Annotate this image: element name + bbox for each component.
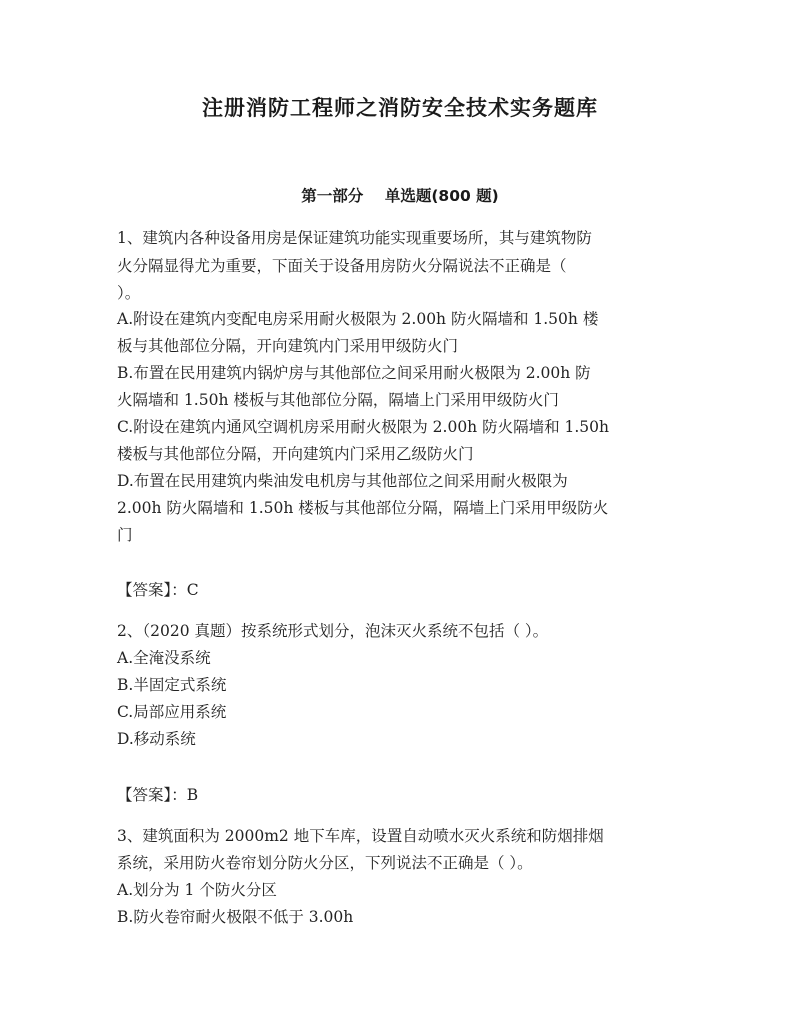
question-2-answer: 【答案】：B	[117, 786, 199, 804]
question-2-option-line-2: B.半固定式系统	[117, 676, 227, 694]
question-1-option-line-5: C.附设在建筑内通风空调机房采用耐火极限为 2.00h 防火隔墙和 1.50h	[117, 418, 610, 436]
section-title: 第一部分 单选题(800 题)	[301, 187, 499, 205]
question-1-option-line-4: 火隔墙和 1.50h 楼板与其他部位分隔，隔墙上门采用甲级防火门	[117, 391, 559, 409]
question-3-option-line-1: A.划分为 1 个防火分区	[117, 881, 277, 899]
question-1-option-line-9: 门	[117, 526, 133, 544]
question-1-stem-line-2: 火分隔显得尤为重要，下面关于设备用房防火分隔说法不正确是（	[117, 257, 567, 275]
question-2-option-line-1: A.全淹没系统	[117, 649, 211, 667]
question-2-option-line-3: C.局部应用系统	[117, 703, 227, 721]
question-1-option-line-1: A.附设在建筑内变配电房采用耐火极限为 2.00h 防火隔墙和 1.50h 楼	[117, 310, 599, 328]
question-1-option-line-2: 板与其他部位分隔，开向建筑内门采用甲级防火门	[117, 337, 459, 355]
question-1-option-line-3: B.布置在民用建筑内锅炉房与其他部位之间采用耐火极限为 2.00h 防	[117, 364, 591, 382]
question-2-stem-line-1: 2、（2020 真题）按系统形式划分，泡沫灭火系统不包括（ ）。	[117, 622, 549, 640]
question-3-stem-line-1: 3、建筑面积为 2000m2 地下车库，设置自动喷水灭火系统和防烟排烟	[117, 827, 604, 845]
question-1-option-line-8: 2.00h 防火隔墙和 1.50h 楼板与其他部位分隔，隔墙上门采用甲级防火	[117, 499, 609, 517]
document-title: 注册消防工程师之消防安全技术实务题库	[202, 96, 598, 120]
question-3-option-line-2: B.防火卷帘耐火极限不低于 3.00h	[117, 908, 354, 926]
question-3-stem-line-2: 系统，采用防火卷帘划分防火分区，下列说法不正确是（ ）。	[117, 854, 533, 872]
question-1-stem-line-3: ）。	[117, 284, 141, 302]
question-1-stem-line-1: 1、建筑内各种设备用房是保证建筑功能实现重要场所，其与建筑物防	[117, 229, 592, 247]
question-1-option-line-6: 楼板与其他部位分隔，开向建筑内门采用乙级防火门	[117, 445, 474, 463]
question-1-answer: 【答案】：C	[117, 581, 199, 599]
question-1-option-line-7: D.布置在民用建筑内柴油发电机房与其他部位之间采用耐火极限为	[117, 472, 568, 490]
question-2-option-line-4: D.移动系统	[117, 730, 196, 748]
